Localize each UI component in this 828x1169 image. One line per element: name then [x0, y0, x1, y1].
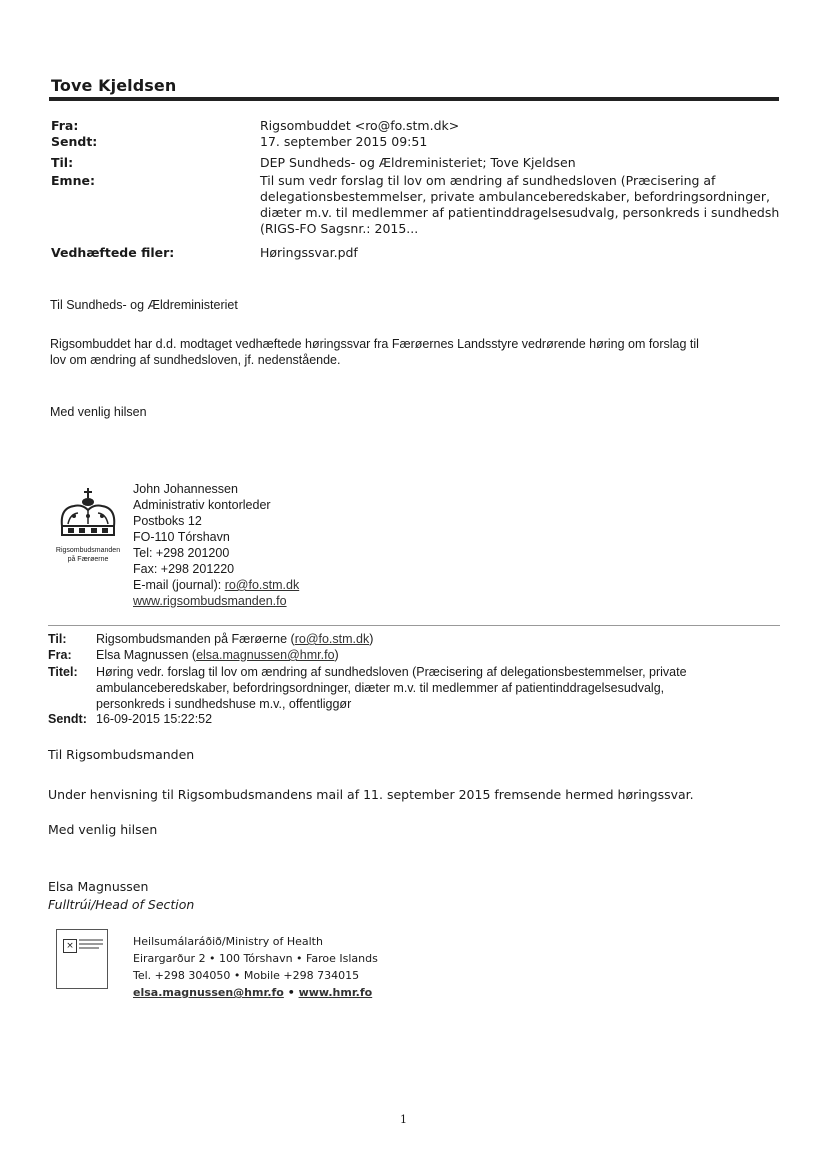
fw-sent-value: 16-09-2015 15:22:52 — [96, 712, 213, 726]
message-body-line: Rigsombuddet har d.d. modtaget vedhæftede høringssvar fra Færøernes Landsstyre vedrørende høring om forslag til — [50, 337, 699, 351]
signature-tel: Tel: +298 201200 — [133, 546, 230, 560]
fw-title-line: personkreds i sundhedshuse m.v., offentliggør — [96, 697, 352, 711]
to-value: DEP Sundheds- og Ældreministeriet; Tove Kjeldsen — [260, 155, 576, 170]
fw-to-email-link[interactable]: ro@fo.stm.dk — [294, 632, 370, 646]
fw-to-name: Rigsombudsmanden på Færøerne ( — [96, 632, 295, 646]
signature-address-line2: FO-110 Tórshavn — [133, 530, 230, 544]
org-logo-placeholder — [56, 929, 108, 989]
royal-crown-icon — [48, 486, 128, 542]
crest-caption — [48, 546, 128, 564]
fw-to-value — [96, 631, 786, 647]
from-value: Rigsombuddet <ro@fo.stm.dk> — [260, 118, 460, 133]
crest-caption-line: Rigsombudsmanden — [55, 547, 121, 554]
mailbox-owner-name: Tove Kjeldsen — [51, 76, 177, 95]
attachment-file[interactable]: Høringssvar.pdf — [260, 245, 358, 260]
subject-line: (RIGS-FO Sagsnr.: 2015... — [260, 221, 419, 236]
subject-value — [260, 173, 780, 237]
fw-sender-title: Fulltrúi/Head of Section — [48, 897, 195, 912]
message-salutation: Til Sundheds- og Ældreministeriet — [50, 298, 238, 312]
signature-email-row — [133, 577, 299, 593]
subject-line: Til sum vedr forslag til lov om ændring af sundhedsloven (Præcisering af — [260, 173, 716, 188]
page-number: 1 — [400, 1113, 407, 1126]
crest-logo — [48, 486, 128, 566]
placeholder-line — [79, 943, 103, 945]
subject-line: diæter m.v. til medlemmer af patientinddragelsesudvalg, personkreds i sundhedsh — [260, 205, 780, 220]
fw-org-address: Eirargarður 2 • 100 Tórshavn • Faroe Islands — [133, 952, 378, 965]
signature-email-label: E-mail (journal): — [133, 578, 225, 592]
fw-sent-label: Sendt: — [48, 712, 87, 726]
from-label: Fra: — [51, 118, 79, 133]
attachments-label: Vedhæftede filer: — [51, 245, 175, 260]
fw-org-email-link[interactable]: elsa.magnussen@hmr.fo — [133, 986, 284, 999]
signature-fax: Fax: +298 201220 — [133, 562, 235, 576]
fw-from-suffix: ) — [334, 648, 339, 662]
signature-web-link[interactable]: www.rigsombudsmanden.fo — [133, 594, 287, 608]
sent-label: Sendt: — [51, 134, 98, 149]
placeholder-line — [79, 939, 103, 941]
fw-org-name: Heilsumálaráðið/Ministry of Health — [133, 935, 323, 948]
broken-image-icon: × — [63, 939, 77, 953]
fw-from-label: Fra: — [48, 648, 72, 662]
signature-email-link[interactable]: ro@fo.stm.dk — [224, 578, 300, 592]
fw-org-phones: Tel. +298 304050 • Mobile +298 734015 — [133, 969, 360, 982]
fw-title-line: Høring vedr. forslag til lov om ændring af sundhedsloven (Præcisering af delegationsbestemmelser, private — [96, 665, 687, 679]
fw-org-separator: • — [283, 986, 299, 999]
fw-title-label: Titel: — [48, 665, 78, 679]
fw-org-links — [133, 984, 378, 1001]
message-closing: Med venlig hilsen — [50, 405, 147, 419]
fw-org-web-link[interactable]: www.hmr.fo — [298, 986, 373, 999]
fw-title-value — [96, 664, 786, 712]
fw-from-value — [96, 647, 786, 663]
message-body — [50, 336, 790, 368]
fw-salutation: Til Rigsombudsmanden — [48, 747, 195, 762]
subject-line: delegationsbestemmelser, private ambulanceberedskaber, befordringsordninger, — [260, 189, 770, 204]
fw-body: Under henvisning til Rigsombudsmandens mail af 11. september 2015 fremsende hermed høringssvar. — [48, 787, 694, 802]
header-divider — [49, 97, 779, 101]
fw-org-block — [133, 933, 378, 1001]
fw-from-name: Elsa Magnussen ( — [96, 648, 197, 662]
forward-divider — [48, 625, 780, 626]
signature-title: Administrativ kontorleder — [133, 498, 271, 512]
subject-label: Emne: — [51, 173, 95, 188]
signature-name: John Johannessen — [133, 482, 238, 496]
placeholder-line — [79, 947, 99, 949]
to-label: Til: — [51, 155, 74, 170]
message-body-line: lov om ændring af sundhedsloven, jf. nedenstående. — [50, 353, 341, 367]
fw-to-label: Til: — [48, 632, 67, 646]
fw-title-line: ambulanceberedskaber, befordringsordninger, diæter m.v. til medlemmer af patientinddragelsesudvalg, — [96, 681, 665, 695]
sent-value: 17. september 2015 09:51 — [260, 134, 428, 149]
crest-caption-line: på Færøerne — [67, 556, 109, 563]
fw-to-suffix: ) — [369, 632, 374, 646]
signature-block — [133, 481, 299, 609]
fw-sender-name: Elsa Magnussen — [48, 879, 149, 894]
fw-closing: Med venlig hilsen — [48, 822, 158, 837]
fw-from-email-link[interactable]: elsa.magnussen@hmr.fo — [196, 648, 335, 662]
signature-address-line1: Postboks 12 — [133, 514, 202, 528]
